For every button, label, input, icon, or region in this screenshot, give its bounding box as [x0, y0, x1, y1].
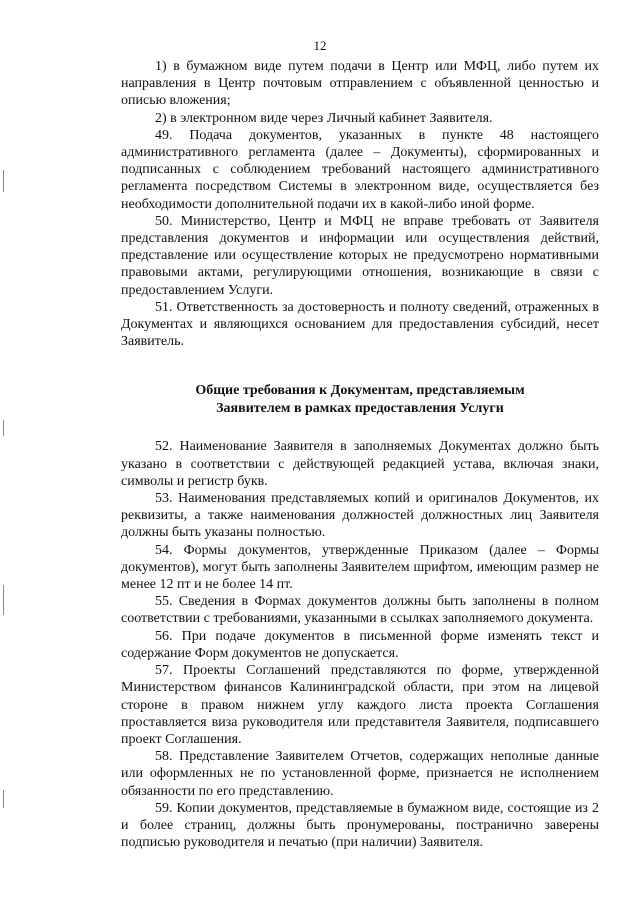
section-heading-line: Общие требования к Документам, представляемым [195, 383, 525, 399]
page-number: 12 [313, 38, 327, 53]
paragraph: 58. Представление Заявителем Отчетов, содержащих неполные данные или оформленных не по установленной форме, признается не исполнением обязанности по его представлению. [121, 749, 599, 799]
scan-mark [3, 170, 4, 192]
scan-mark [3, 790, 4, 808]
section-heading-line: Заявителем в рамках предоставления Услуги [216, 401, 504, 417]
paragraph: 59. Копии документов, представляемые в бумажном виде, состоящие из 2 и более страниц, должны быть пронумерованы, постранично заверены подписью руководителя и печатью (при наличии) Заявителя. [121, 800, 599, 851]
paragraph: 52. Наименование Заявителя в заполняемых Документах должно быть указано в соответствии с действующей редакцией устава, включая знаки, символы и регистр букв. [121, 439, 599, 489]
paragraph: 51. Ответственность за достоверность и полноту сведений, отраженных в Документах и являющихся основанием для предоставления субсидий, несет Заявитель. [121, 299, 599, 350]
document-body [121, 58, 599, 851]
paragraph: 54. Формы документов, утвержденные Приказом (далее – Формы документов), могут быть заполнены Заявителем шрифтом, имеющим размер не менее 12 пт и не более 14 пт. [121, 542, 599, 593]
paragraph: 56. При подаче документов в письменной форме изменять текст и содержание Форм документов не допускается. [121, 628, 599, 661]
paragraph: 49. Подача документов, указанных в пункте 48 настоящего административного регламента (далее – Документы), сформированных и подписанных с соблюдением требований настоящего административного регламента посредством Системы в электронном виде, осуществляется без необходимости дополнительной подачи их в какой-либо иной форме. [121, 127, 599, 212]
paragraph: 57. Проекты Соглашений представляются по форме, утвержденной Министерством финансов Калининградской области, при этом на лицевой стороне в правом нижнем углу каждого листа проекта Соглашения проставляется виза руководителя или представителя Заявителя, подписавшего проект Соглашения. [121, 663, 599, 747]
paragraph: 2) в электронном виде через Личный кабинет Заявителя. [155, 110, 493, 126]
paragraph: 1) в бумажном виде путем подачи в Центр или МФЦ, либо путем их направления в Центр почтовым отправлением с объявленной ценностью и описью вложения; [121, 59, 599, 109]
paragraph: 50. Министерство, Центр и МФЦ не вправе требовать от Заявителя представления документов и информации или осуществления действий, представление или осуществление которых не предусмотрено нормативными правовыми актами, регулирующими отношения, возникающие в связи с предоставлением Услуги. [121, 213, 599, 298]
paragraph: 53. Наименования представляемых копий и оригиналов Документов, их реквизиты, а также наименования должностей должностных лиц Заявителя должны быть указаны полностью. [121, 491, 599, 541]
paragraph: 55. Сведения в Формах документов должны быть заполнены в полном соответствии с требованиями, указанными в ссылках заполняемого документа. [121, 594, 599, 627]
scan-mark [3, 420, 4, 436]
scan-margin-marks [0, 0, 8, 905]
scan-mark [3, 585, 4, 615]
section-heading [121, 382, 599, 418]
